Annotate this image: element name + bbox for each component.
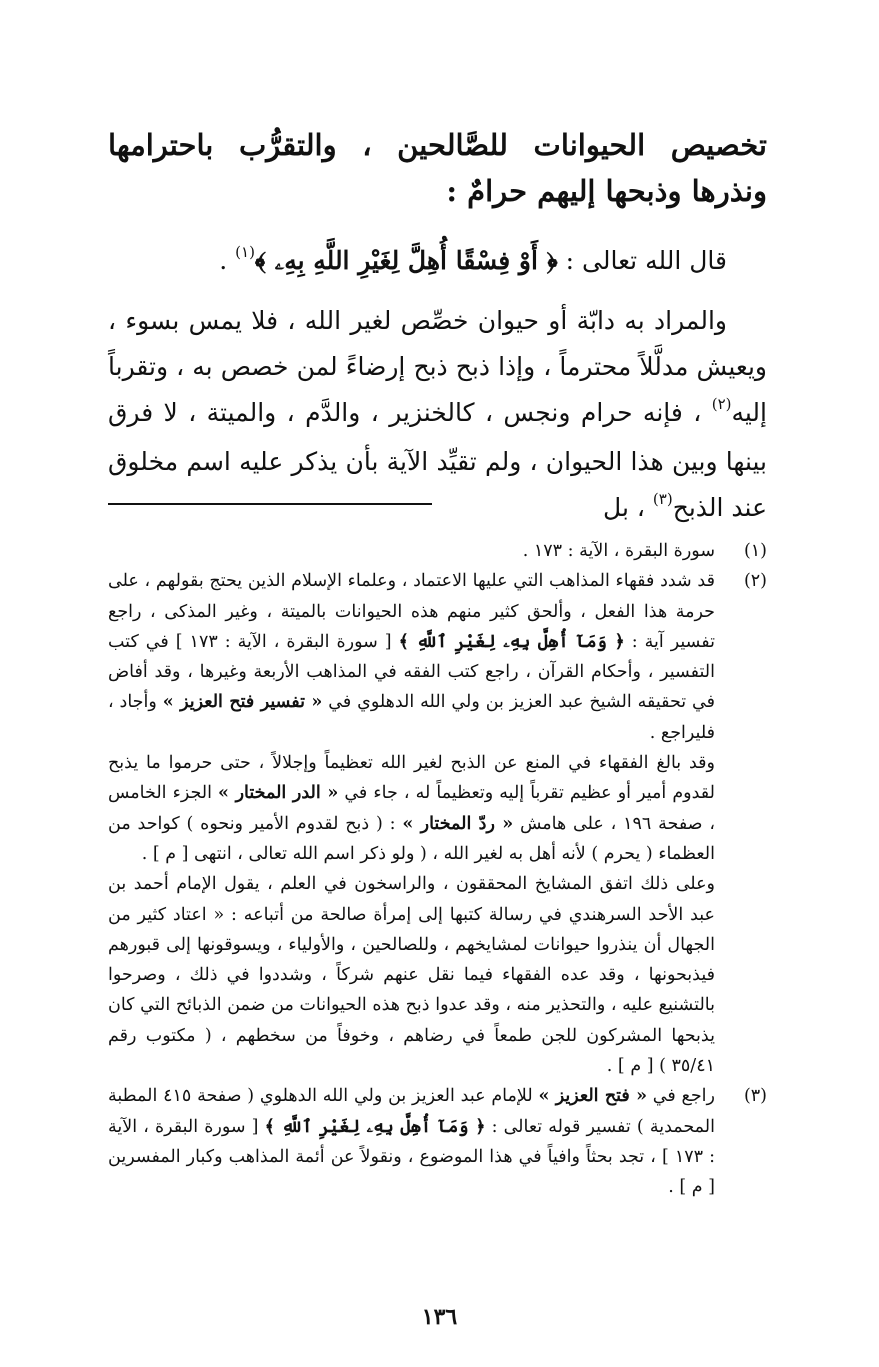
footnote-paragraph: [108, 748, 715, 869]
footnote-text: : ( ذبح لقدوم الأمير ونحوه ) كواحد من العظماء ( يحرم ) لأنه أهل به لغير الله ، ( ولو ذكر اسم الله تعالى ، انتهى [ م ] .: [108, 813, 715, 864]
verse-line: [108, 238, 767, 287]
quran-verse: ﴿ وَمَآ أُهِلَّ بِهِۦ لِغَيْرِ ٱللَّهِ ﴾: [398, 631, 625, 652]
footnote-mark-2: (٢): [711, 395, 732, 413]
footnote-text: الجزء الخامس ، صفحة ١٩٦ ، على هامش: [108, 783, 715, 834]
para-part-3: ، بل: [603, 493, 653, 522]
footnote-1: [108, 536, 767, 566]
book-title: « تفسير فتح العزيز »: [162, 692, 323, 713]
footnote-3: [108, 1081, 767, 1202]
footnote-text: قد شدد فقهاء المذاهب التي عليها الاعتماد ، وعلماء الإسلام الذين يحتج بقولهم ، على حرمة هذا الفعل ، وألحق كثير منهم هذه الحيوانات بالميتة ، وغير المذكى ، راجع تفسير آية :: [108, 571, 715, 652]
book-title: « فتح العزيز »: [538, 1086, 648, 1107]
footnote-text: [ سورة البقرة ، الآية : ١٧٣ ] في كتب التفسير ، وأحكام القرآن ، راجع كتب الفقه في المذاهب الأربعة وغيرها ، وقد أفاض في تحقيقه الشيخ عبد العزيز بن ولي الله الدهلوي في: [108, 631, 716, 713]
footnote-mark-1: (١): [235, 243, 255, 261]
page-number: ١٣٦: [421, 1304, 458, 1330]
verse-intro: قال الله تعالى :: [557, 246, 727, 275]
quran-verse: ﴿ أَوْ فِسْقًا أُهِلَّ لِغَيْرِ اللَّهِ بِهِۦ ﴾: [254, 246, 558, 275]
footnote-number: (٣): [743, 1086, 767, 1107]
footnote-text: للإمام عبد العزيز بن ولي الله الدهلوي ( صفحة ٤١٥ المطبة المحمدية ) تفسير قوله تعالى :: [108, 1086, 715, 1137]
footnote-number: (١): [743, 541, 767, 561]
footnote-paragraph: [108, 1081, 715, 1202]
footnote-number: (٢): [743, 571, 767, 592]
footnote-separator: [108, 503, 432, 505]
footnote-text: سورة البقرة ، الآية : ١٧٣ .: [522, 541, 715, 561]
footnote-text: وأجاد ، فليراجع .: [108, 692, 715, 743]
quran-verse: ﴿ وَمَآ أُهِلَّ بِهِۦ لِغَيْرِ ٱللَّهِ ﴾: [264, 1116, 486, 1137]
verse-end: .: [219, 246, 236, 275]
book-title: « الدر المختار »: [218, 783, 339, 804]
footnote-text: [ سورة البقرة ، الآية : ١٧٣ ] ، تجد بحثاً وافياً في هذا الموضوع ، ونقولاً عن أئمة المذاهب وكبار المفسرين [ م ] .: [108, 1116, 715, 1198]
footnote-2: [108, 566, 767, 1081]
footnote-paragraph: وعلى ذلك اتفق المشايخ المحققون ، والراسخون في العلم ، يقول الإمام أحمد بن عبد الأحد السرهندي في رسالة كتبها إلى إمرأة صالحة من أتباعه : « اعتاد كثير من الجهال أن ينذروا حيوانات لمشايخهم ، وللصالحين ، والأولياء ، ويسوقونها إلى قبورهم فيذبحونها ، وقد عده الفقهاء فيما نقل عنهم شركاً ، وشددوا في ذلك ، وصرحوا بالتشنيع عليه ، والتحذير منه ، وقد عدوا ذبح هذه الحيوانات من ضمن الذبائح التي كان يذبحها المشركون للجن طمعاً في رضاهم ، وخوفاً من سخطهم ، ( مكتوب رقم ٣٥/٤١ ) [ م ] .: [108, 874, 715, 1077]
para-part-2: ، فإنه حرام ونجس ، كالخنزير ، والدَّم ، والميتة ، لا فرق بينها وبين هذا الحيوان ، ولم تقيِّد الآية بأن يذكر عليه اسم مخلوق عند الذبح: [108, 398, 767, 522]
footnote-paragraph: [108, 566, 715, 748]
para-part-1: والمراد به دابّة أو حيوان خصِّص لغير الله ، فلا يمس بسوء ، ويعيش مدلَّلاً محترماً ، وإذا ذبح ذبح إرضاءً لمن خصص به ، وتقرباً إليه: [108, 306, 767, 427]
footnotes: [108, 536, 767, 1203]
footnote-text: وقد بالغ الفقهاء في المنع عن الذبح لغير الله تعظيماً وإجلالاً ، حتى حرموا ما يذبح لقدوم أمير أو عظيم تقرباً إليه وتعظيماً له ، جاء في: [108, 753, 715, 804]
main-paragraph: [108, 298, 767, 534]
book-title: « ردّ المختار »: [402, 813, 514, 834]
footnote-mark-3: (٣): [652, 490, 673, 508]
section-heading: تخصيص الحيوانات للصَّالحين ، والتقرُّب باحترامها ونذرها وذبحها إليهم حرامٌ :: [108, 128, 767, 208]
footnote-text: راجع في: [647, 1086, 715, 1107]
